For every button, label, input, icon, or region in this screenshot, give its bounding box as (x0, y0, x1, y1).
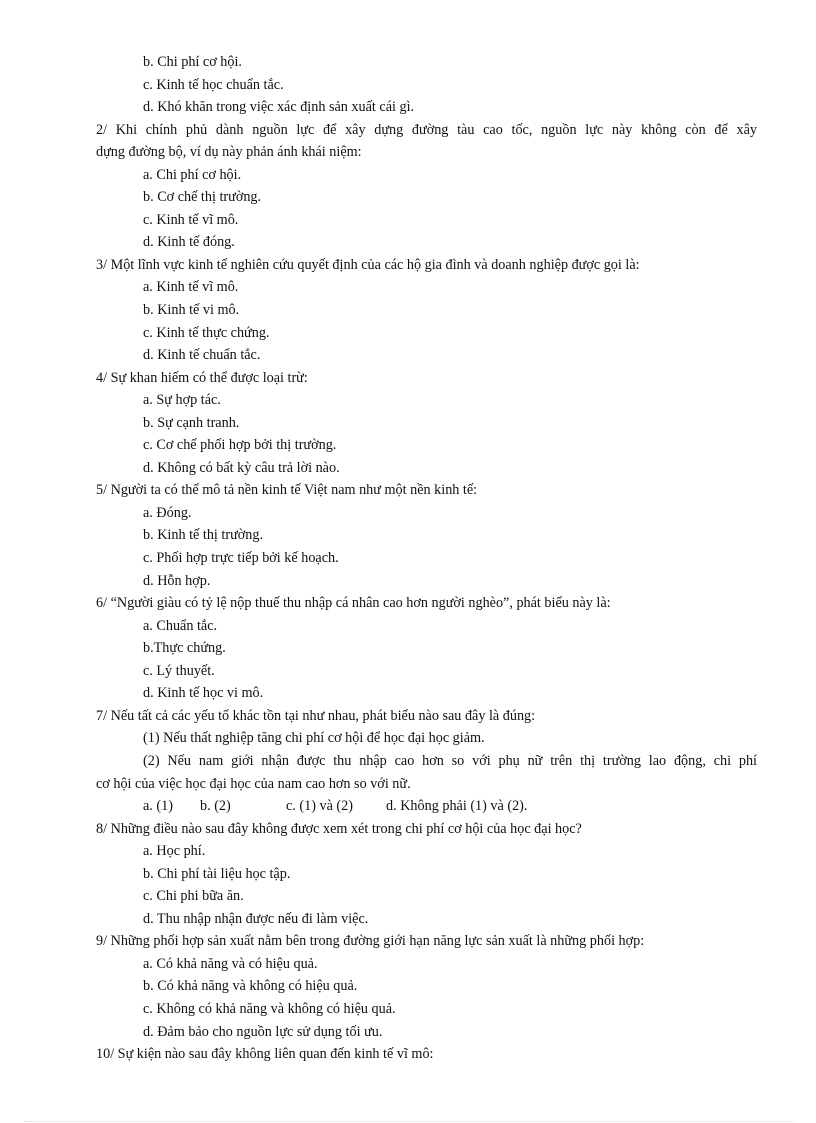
option-q8-b: b. Chi phí tài liệu học tập. (143, 865, 291, 882)
option-q8-c: c. Chi phi bữa ăn. (143, 888, 244, 905)
option-q2-c: c. Kinh tế vĩ mô. (143, 211, 239, 228)
question-7-options (96, 795, 757, 818)
question-6-text: 6/ “Người giàu có tỷ lệ nộp thuế thu nhập cá nhân cao hơn người nghèo”, phát biểu này là: (96, 595, 611, 612)
option-q5-d: d. Hỗn hợp. (143, 572, 211, 589)
option-q5-a: a. Đóng. (143, 504, 192, 521)
option-q1-d: d. Khó khăn trong việc xác định sản xuất cái gì. (143, 99, 415, 116)
question-3-text: 3/ Một lĩnh vực kinh tế nghiên cứu quyết định của các hộ gia đình và doanh nghiệp được gọi là: (96, 256, 640, 273)
option-q5-c: c. Phối hợp trực tiếp bởi kế hoạch. (143, 550, 339, 567)
option-q9-b: b. Có khả năng và không có hiệu quả. (143, 978, 358, 995)
option-q3-a: a. Kinh tế vĩ mô. (143, 279, 239, 296)
option-q1-b: b. Chi phí cơ hội. (143, 54, 242, 70)
option-q8-a: a. Học phí. (143, 843, 206, 860)
option-q4-a: a. Sự hợp tác. (143, 392, 221, 409)
option-q2-b: b. Cơ chế thị trường. (143, 189, 262, 206)
option-q8-d: d. Thu nhập nhận được nếu đi làm việc. (143, 910, 369, 927)
option-q6-b: b.Thực chứng. (143, 640, 226, 657)
page-bottom-rule (24, 1121, 794, 1122)
question-10-text: 10/ Sự kiện nào sau đây không liên quan đến kinh tế vĩ mô: (96, 1046, 434, 1063)
option-q5-b: b. Kinh tế thị trường. (143, 527, 264, 544)
option-q2-a: a. Chi phí cơ hội. (143, 166, 242, 183)
option-q9-c: c. Không có khả năng và không có hiệu quả. (143, 1000, 396, 1017)
option-q6-d: d. Kinh tế học vi mô. (143, 685, 264, 702)
question-2-text-cont: dựng đường bộ, ví dụ này phản ánh khái niệm: (96, 144, 362, 161)
question-2-text: 2/ Khi chính phủ dành nguồn lực để xây dựng đường tàu cao tốc, nguồn lực này không còn để xây (96, 121, 757, 138)
option-q3-b: b. Kinh tế vi mô. (143, 302, 240, 319)
option-q7-d: d. Không phải (1) và (2). (386, 798, 528, 815)
question-7-statement-2-cont: cơ hội của việc học đại học của nam cao hơn so với nữ. (96, 775, 411, 792)
question-8-text: 8/ Những điều nào sau đây không được xem xét trong chi phí cơ hội của học đại học? (96, 820, 582, 837)
option-q6-a: a. Chuẩn tắc. (143, 617, 218, 634)
question-9-text: 9/ Những phối hợp sản xuất nằm bên trong đường giới hạn năng lực sản xuất là những phối hợp: (96, 933, 645, 950)
option-q9-d: d. Đảm bảo cho nguồn lực sử dụng tối ưu. (143, 1023, 383, 1040)
option-q3-d: d. Kinh tế chuẩn tắc. (143, 347, 261, 364)
option-q2-d: d. Kinh tế đóng. (143, 234, 235, 251)
option-q7-a: a. (1) (143, 798, 173, 815)
option-q3-c: c. Kinh tế thực chứng. (143, 324, 270, 341)
question-7-text: 7/ Nếu tất cả các yếu tố khác tồn tại như nhau, phát biểu nào sau đây là đúng: (96, 707, 536, 724)
question-7-statement-1: (1) Nếu thất nghiệp tăng chi phí cơ hội để học đại học giảm. (143, 730, 485, 747)
option-q1-c: c. Kinh tế học chuẩn tắc. (143, 76, 284, 93)
option-q6-c: c. Lý thuyết. (143, 662, 215, 679)
option-q7-b: b. (2) (200, 798, 231, 815)
option-q7-c: c. (1) và (2) (286, 798, 353, 815)
option-q9-a: a. Có khả năng và có hiệu quả. (143, 955, 318, 972)
question-7-statement-2: (2) Nếu nam giới nhận được thu nhập cao hơn so với phụ nữ trên thị trường lao động, chi phí (143, 752, 757, 769)
option-q4-d: d. Không có bất kỳ câu trả lời nào. (143, 459, 340, 476)
option-q4-c: c. Cơ chế phối hợp bởi thị trường. (143, 437, 337, 454)
document-page (96, 51, 757, 1066)
option-q4-b: b. Sự cạnh tranh. (143, 414, 240, 431)
question-4-text: 4/ Sự khan hiếm có thể được loại trừ: (96, 369, 308, 386)
question-5-text: 5/ Người ta có thể mô tả nền kinh tế Việt nam như một nền kinh tế: (96, 482, 478, 499)
